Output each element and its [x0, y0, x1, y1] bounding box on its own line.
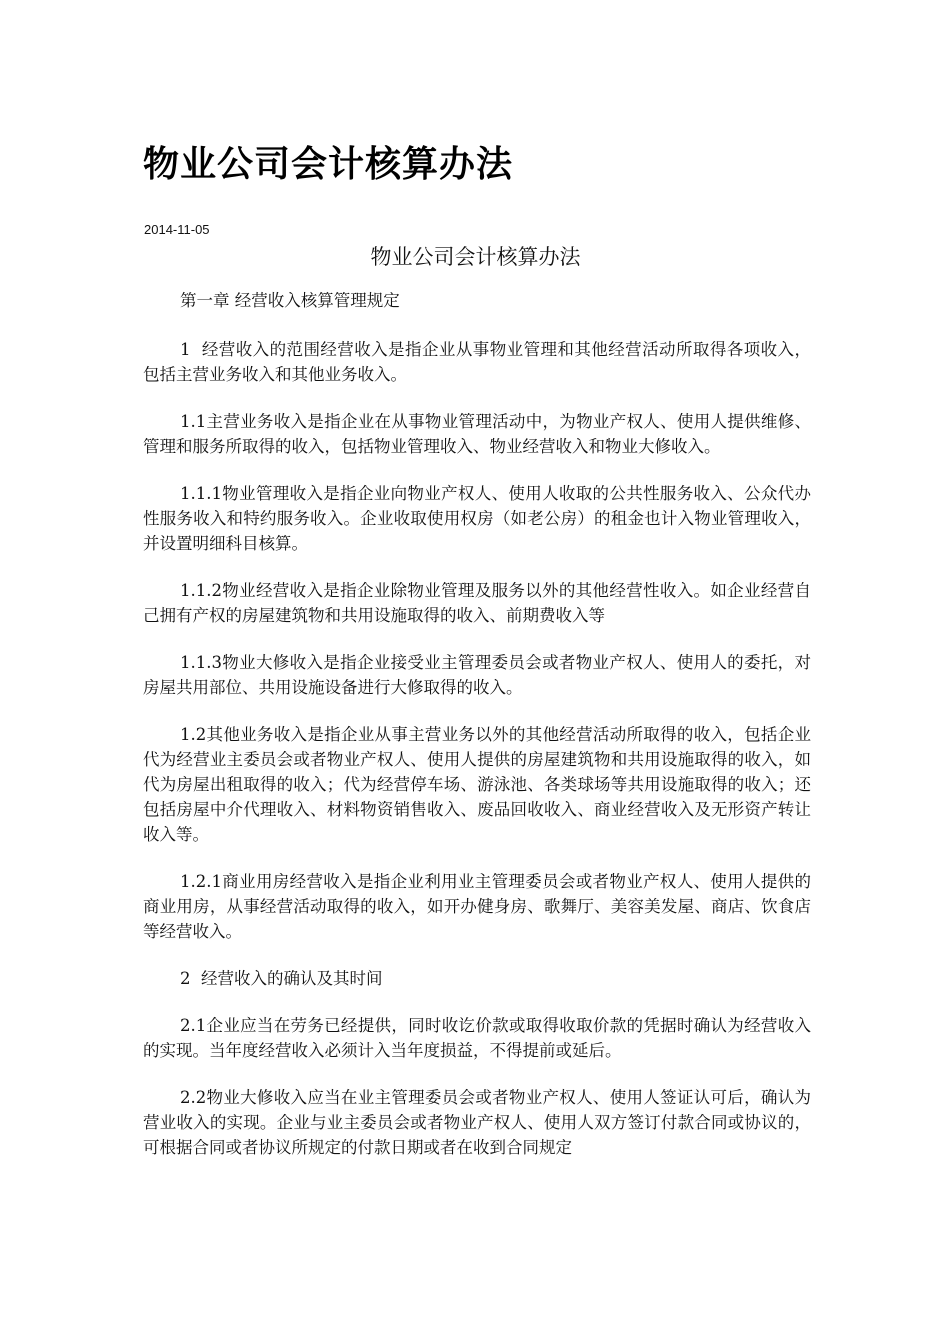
paragraph: 1.1主营业务收入是指企业在从事物业管理活动中，为物业产权人、使用人提供维修、管理和服务所取得的收入，包括物业管理收入、物业经营收入和物业大修收入。: [143, 412, 811, 456]
paragraph: 1.2.1商业用房经营收入是指企业利用业主管理委员会或者物业产权人、使用人提供的商业用房，从事经营活动取得的收入，如开办健身房、歌舞厅、美容美发屋、商店、饮食店等经营收入。: [143, 872, 811, 941]
page-title: 物业公司会计核算办法: [143, 144, 514, 185]
publish-date: 2014-11-05: [144, 222, 210, 237]
chapter-heading: 第一章 经营收入核算管理规定: [180, 291, 400, 310]
document-body: [143, 288, 811, 1182]
paragraph: 1 经营收入的范围经营收入是指企业从事物业管理和其他经营活动所取得各项收入，包括主营业务收入和其他业务收入。: [143, 340, 811, 384]
paragraph: 2.2物业大修收入应当在业主管理委员会或者物业产权人、使用人签证认可后，确认为营业收入的实现。企业与业主委员会或者物业产权人、使用人双方签订付款合同或协议的，可根据合同或者协议所规定的付款日期或者在收到合同规定: [143, 1088, 811, 1157]
document-subtitle: 物业公司会计核算办法: [370, 245, 581, 269]
paragraph: 1.1.2物业经营收入是指企业除物业管理及服务以外的其他经营性收入。如企业经营自己拥有产权的房屋建筑物和共用设施取得的收入、前期费收入等: [143, 581, 811, 625]
section-heading: 2 经营收入的确认及其时间: [180, 969, 383, 988]
paragraph: 1.2其他业务收入是指企业从事主营业务以外的其他经营活动所取得的收入，包括企业代为经营业主委员会或者物业产权人、使用人提供的房屋建筑物和共用设施取得的收入，如代为房屋出租取得的收入；代为经营停车场、游泳池、各类球场等共用设施取得的收入；还包括房屋中介代理收入、材料物资销售收入、废品回收收入、商业经营收入及无形资产转让收入等。: [143, 725, 811, 844]
paragraph: 1.1.1物业管理收入是指企业向物业产权人、使用人收取的公共性服务收入、公众代办性服务收入和特约服务收入。企业收取使用权房（如老公房）的租金也计入物业管理收入，并设置明细科目核算。: [143, 484, 811, 553]
paragraph: 2.1企业应当在劳务已经提供，同时收讫价款或取得收取价款的凭据时确认为经营收入的实现。当年度经营收入必须计入当年度损益，不得提前或延后。: [143, 1016, 811, 1060]
paragraph: 1.1.3物业大修收入是指企业接受业主管理委员会或者物业产权人、使用人的委托，对房屋共用部位、共用设施设备进行大修取得的收入。: [143, 653, 811, 697]
